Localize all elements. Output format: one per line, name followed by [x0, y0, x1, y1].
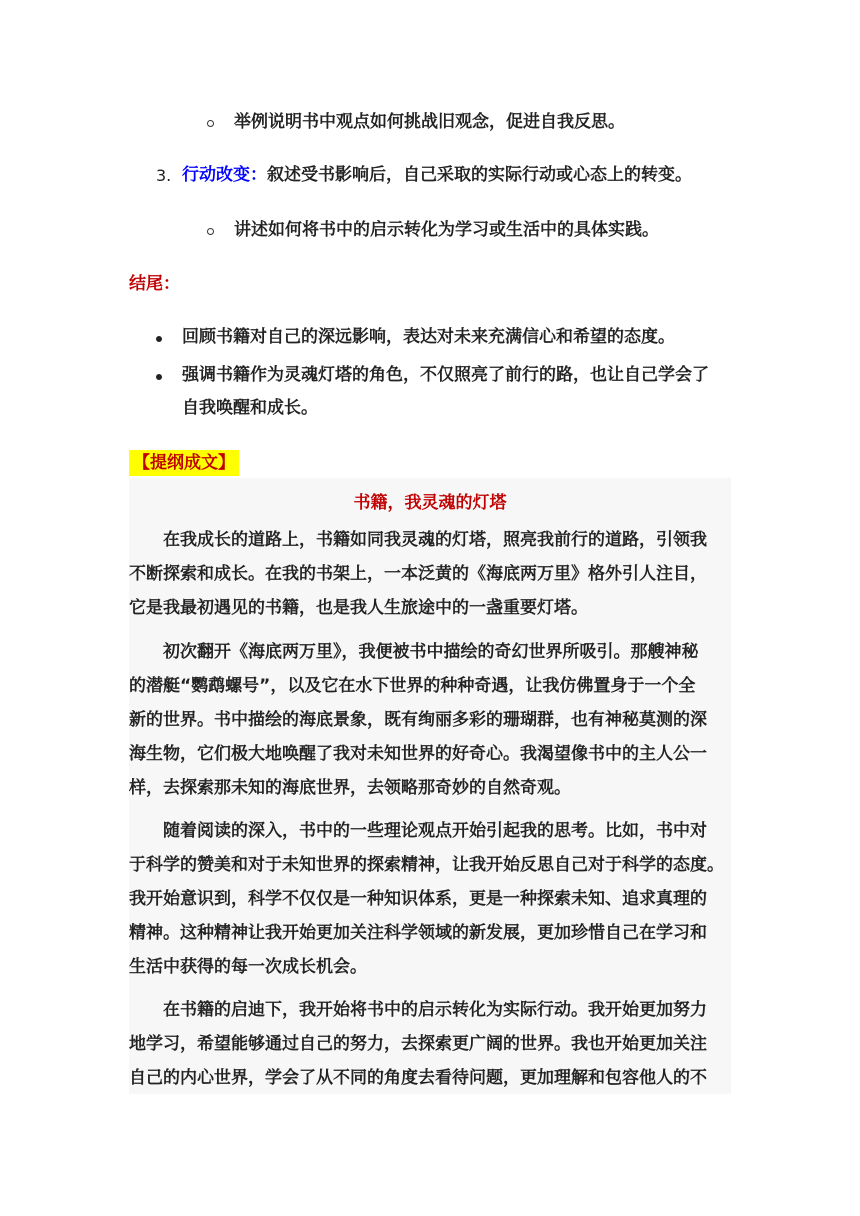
- sub-point-text: 讲述如何将书中的启示转化为学习或生活中的具体实践。: [234, 220, 659, 240]
- paragraph-line: 在书籍的启迪下，我开始将书中的启示转化为实际行动。我开始更加努力: [129, 1000, 707, 1020]
- circle-bullet-icon: [207, 228, 214, 235]
- bullet-dot-icon: [156, 336, 162, 342]
- item-label: 行动改变：: [182, 165, 267, 185]
- paragraph-line: 地学习，希望能够通过自己的努力，去探索更广阔的世界。我也开始更加关注: [129, 1034, 707, 1054]
- bullet-dot-icon: [156, 374, 162, 380]
- paragraph-line: 海生物，它们极大地唤醒了我对未知世界的好奇心。我渴望像书中的主人公一: [129, 744, 707, 764]
- bullet-text-continued: 自我唤醒和成长。: [182, 398, 318, 418]
- essay-paragraph-4: [129, 993, 731, 1094]
- paragraph-line: 初次翻开《海底两万里》，我便被书中描绘的奇幻世界所吸引。那艘神秘: [129, 642, 699, 662]
- bullet-text: 回顾书籍对自己的深远影响，表达对未来充满信心和希望的态度。: [182, 327, 675, 347]
- essay-block: [129, 478, 731, 1094]
- paragraph-line: 自己的内心世界，学会了从不同的角度去看待问题，更加理解和包容他人的不: [129, 1068, 707, 1088]
- paragraph-line: 我开始意识到，科学不仅仅是一种知识体系，更是一种探索未知、追求真理的: [129, 889, 707, 909]
- paragraph-line: 随着阅读的深入，书中的一些理论观点开始引起我的思考。比如，书中对: [129, 821, 707, 841]
- paragraph-line: 它是我最初遇见的书籍，也是我人生旅途中的一盏重要灯塔。: [129, 598, 588, 618]
- sub-point-text: 举例说明书中观点如何挑战旧观念，促进自我反思。: [234, 112, 625, 132]
- paragraph-line: 精神。这种精神让我开始更加关注科学领域的新发展，更加珍惜自己在学习和: [129, 923, 707, 943]
- circle-bullet-icon: [207, 120, 214, 127]
- essay-paragraph-3: [129, 814, 731, 984]
- paragraph-line: 不断探索和成长。在我的书架上，一本泛黄的《海底两万里》格外引人注目，: [129, 564, 707, 584]
- paragraph-line: 的潜艇“鹦鹉螺号”，以及它在水下世界的种种奇遇，让我仿佛置身于一个全: [129, 676, 696, 696]
- essay-paragraph-1: [129, 523, 731, 625]
- item-3-line: [182, 165, 692, 185]
- outline-to-essay-tag: 【提纲成文】: [129, 450, 239, 476]
- essay-paragraph-2: [129, 635, 731, 805]
- bullet-text: 强调书籍作为灵魂灯塔的角色，不仅照亮了前行的路，也让自己学会了: [182, 365, 709, 385]
- item-number: 3.: [156, 166, 172, 185]
- paragraph-line: 生活中获得的每一次成长机会。: [129, 957, 367, 977]
- paragraph-line: 新的世界。书中描绘的海底景象，既有绚丽多彩的珊瑚群，也有神秘莫测的深: [129, 710, 707, 730]
- item-text: 叙述受书影响后，自己采取的实际行动或心态上的转变。: [267, 165, 692, 185]
- ending-heading: 结尾：: [129, 274, 180, 294]
- essay-title: 书籍，我灵魂的灯塔: [353, 493, 507, 513]
- paragraph-line: 于科学的赞美和对于未知世界的探索精神，让我开始反思自己对于科学的态度。: [129, 855, 724, 875]
- paragraph-line: 在我成长的道路上，书籍如同我灵魂的灯塔，照亮我前行的道路，引领我: [129, 530, 707, 550]
- paragraph-line: 样，去探索那未知的海底世界，去领略那奇妙的自然奇观。: [129, 778, 571, 798]
